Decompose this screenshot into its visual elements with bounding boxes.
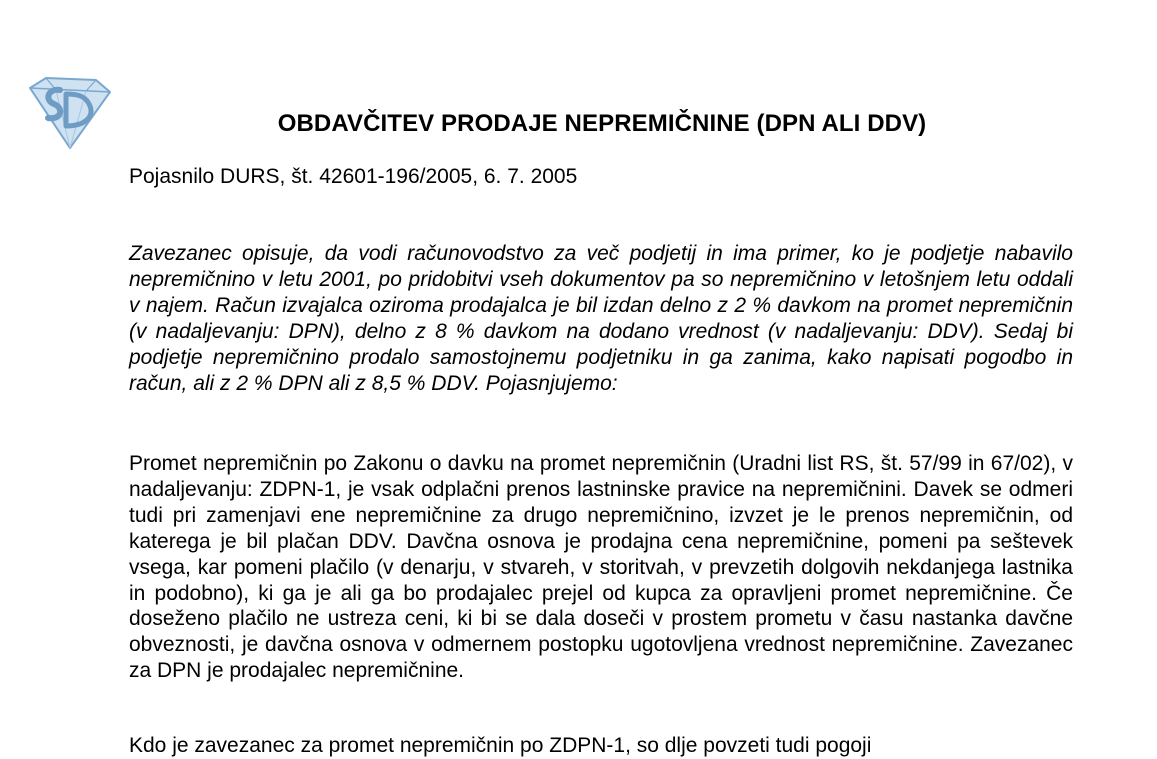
source-reference: Pojasnilo DURS, št. 42601-196/2005, 6. 7. 2005 <box>129 165 578 188</box>
question-paragraph: Zavezanec opisuje, da vodi računovodstvo za več podjetij in ima primer, ko je podjetje nabavilo nepremičnino v letu 2001, po pridobitvi vseh dokumentov pa so nepremičnino v letošnjem letu oddali v najem. Račun izvajalca oziroma prodajalca je bil izdan delno z 2 % davkom na promet nepremičnin (v nadaljevanju: DPN), delno z 8 % davkom na dodano vrednost (v nadaljevanju: DDV). Sedaj bi podjetje nepremičnino prodalo samostojnemu podjetniku in ga zanima, kako napisati pogodbo in račun, ali z 2 % DPN ali z 8,5 % DDV. Pojasnjujemo: <box>129 242 1073 395</box>
document-title: OBDAVČITEV PRODAJE NEPREMIČNINE (DPN ALI DDV) <box>277 110 927 137</box>
answer-paragraph-2: Kdo je zavezanec za promet nepremičnin po ZDPN-1, so dlje povzeti tudi pogoji <box>129 734 872 757</box>
answer-paragraph-1: Promet nepremičnin po Zakonu o davku na promet nepremičnin (Uradni list RS, št. 57/99 in 67/02), v nadaljevanju: ZDPN-1, je vsak odplačni prenos lastninske pravice na nepremičnini. Davek se odmeri tudi pri zamenjavi ene nepremičnine za drugo nepremičnino, izvzet je le prenos nepremičnin, od katerega je bil plačan DDV. Davčna osnova je prodajna cena nepremičnine, pomeni pa seštevek vsega, kar pomeni plačilo (v denarju, v stvareh, v storitvah, v prevzetih dolgovih nekdanjega lastnika in podobno), ki ga je ali ga bo prodajalec prejel od kupca za opravljeni promet nepremičnine. Če doseženo plačilo ne ustreza ceni, ki bi se dala doseči v prostem prometu v času nastanka davčne obveznosti, je davčna osnova v odmernem postopku ugotovljena vrednost nepremičnine. Zavezanec za DPN je prodajalec nepremičnine. <box>129 452 1073 683</box>
sd-diamond-logo-icon <box>26 76 112 150</box>
